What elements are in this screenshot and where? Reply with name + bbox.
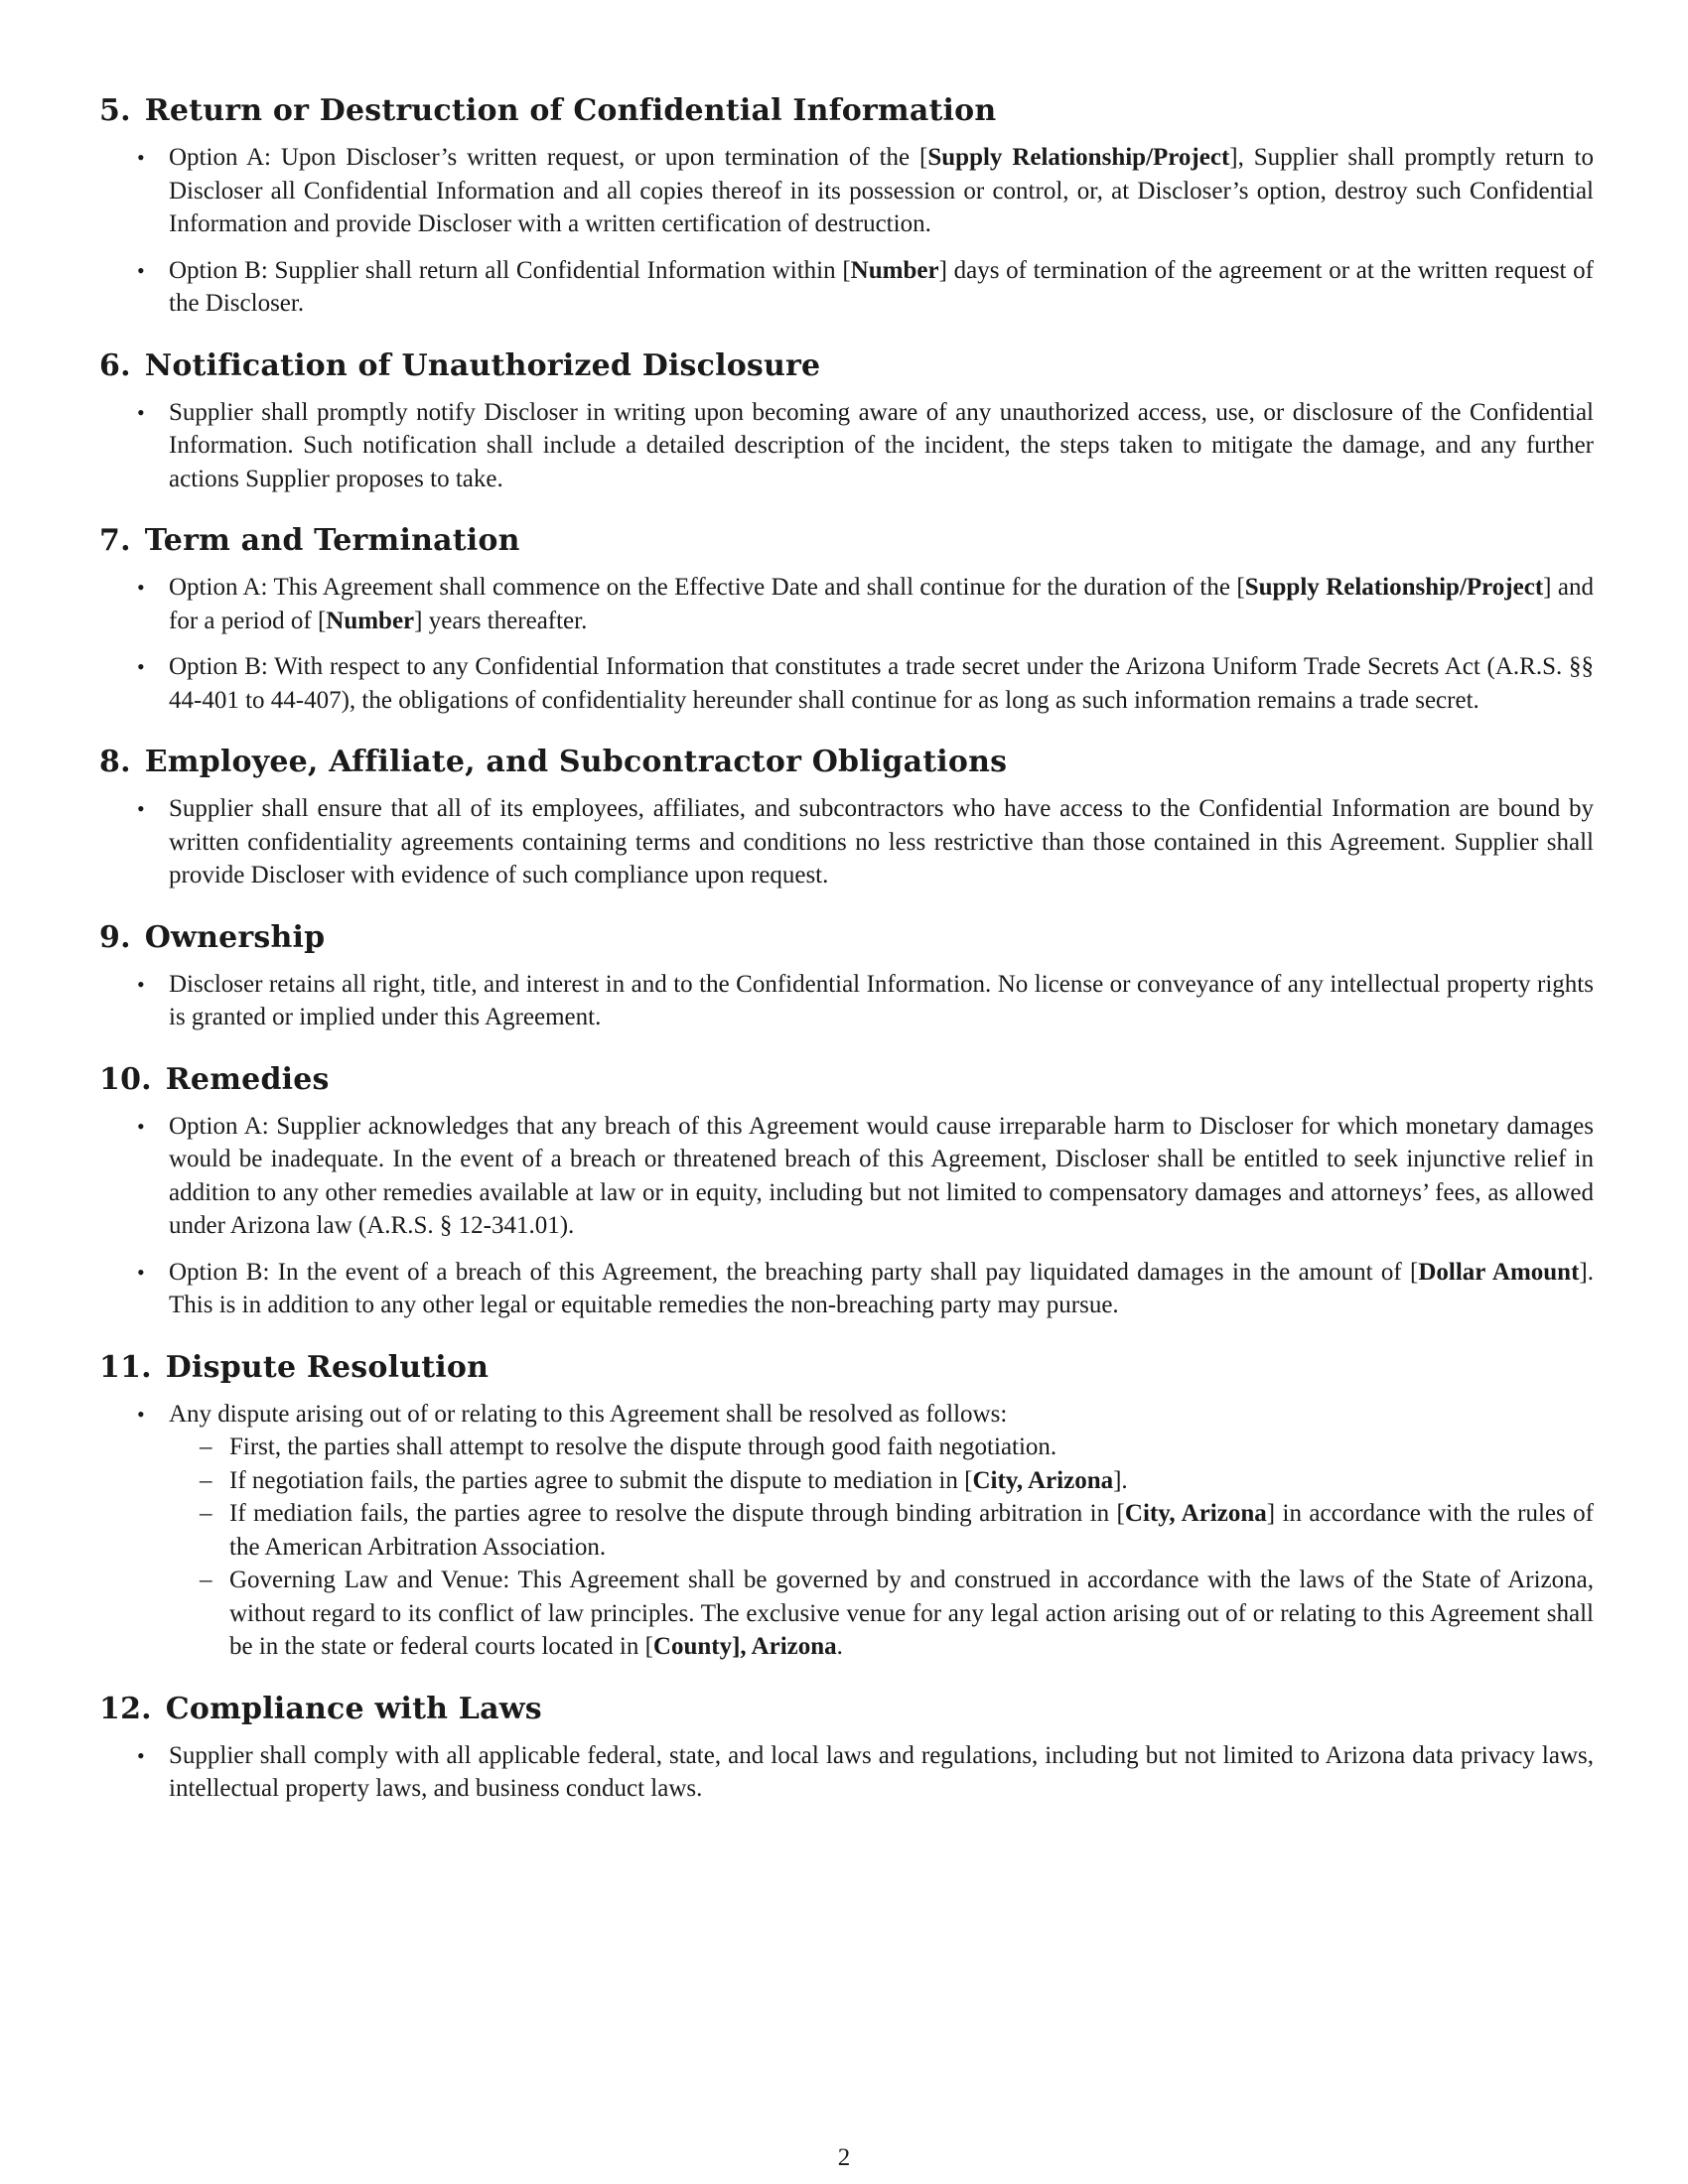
section-heading: 9. Ownership [99, 919, 326, 955]
section-10 [99, 1060, 1594, 1322]
section-5 [99, 91, 1594, 321]
section-8 [99, 743, 1594, 892]
list-item: • Option A: Supplier acknowledges that any breach of this Agreement would cause irreparable harm to Discloser for which monetary damages would be inadequate. In the event of a breach or threatened breach of this Agreement, Discloser shall be entitled to seek injunctive relief in addition to any other remedies available at law or in equity, including but not limited to compensatory damages and attorneys’ fees, as allowed under Arizona law (A.R.S. § 12-341.01). [99, 1110, 1594, 1243]
list-item: • Supplier shall promptly notify Discloser in writing upon becoming aware of any unauthorized access, use, or disclosure of the Confidential Information. Such notification shall include a detailed description of the incident, the steps taken to mitigate the damage, and any further actions Supplier proposes to take. [99, 396, 1594, 496]
list-item: • Option B: Supplier shall return all Confidential Information within [Number] days of termination of the agreement or at the written request of the Discloser. [99, 254, 1594, 321]
section-heading: 7. Term and Termination [99, 523, 520, 558]
section-11 [99, 1348, 1594, 1664]
section-heading: 8. Employee, Affiliate, and Subcontractor Obligations [99, 745, 1008, 779]
list-item: • Discloser retains all right, title, and interest in and to the Confidential Information. No license or conveyance of any intellectual property rights is granted or implied under this Agreement. [99, 968, 1594, 1034]
sub-list-item: – Governing Law and Venue: This Agreement shall be governed by and construed in accordance with the laws of the State of Arizona, without regard to its conflict of law principles. The exclusive venue for any legal action arising out of or relating to this Agreement shall be in the state or federal courts located in [County], Arizona. [169, 1564, 1594, 1664]
section-heading: 11. Dispute Resolution [99, 1349, 490, 1385]
section-title: Notification of Unauthorized Disclosure [144, 347, 821, 383]
section-title: Term and Termination [144, 523, 520, 558]
list-item: • Option A: This Agreement shall commence on the Effective Date and shall continue for the duration of the [Supply Relationship/Project] and for a period of [Number] years thereafter. [99, 571, 1594, 637]
section-6 [99, 346, 1594, 496]
list-item: • Option B: With respect to any Confidential Information that constitutes a trade secret under the Arizona Uniform Trade Secrets Act (A.R.S. §§ 44-401 to 44-407), the obligations of confidentiality hereunder shall continue for as long as such information remains a trade secret. [99, 650, 1594, 717]
section-title: Compliance with Laws [165, 1691, 542, 1726]
section-9 [99, 918, 1594, 1034]
sub-list-item: – First, the parties shall attempt to resolve the dispute through good faith negotiation. [169, 1431, 1594, 1464]
section-title: Remedies [165, 1061, 330, 1097]
section-7 [99, 521, 1594, 717]
page-number: 2 [837, 2144, 851, 2171]
document-page [99, 91, 1594, 1832]
section-title: Dispute Resolution [165, 1349, 490, 1385]
section-heading: 5. Return or Destruction of Confidential Information [99, 93, 997, 128]
section-title: Ownership [144, 919, 326, 955]
section-title: Employee, Affiliate, and Subcontractor Obligations [144, 745, 1008, 779]
section-heading: 6. Notification of Unauthorized Disclosure [99, 347, 821, 383]
list-item: • Option B: In the event of a breach of this Agreement, the breaching party shall pay liquidated damages in the amount of [Dollar Amount]. This is in addition to any other legal or equitable remedies the non-breaching party may pursue. [99, 1256, 1594, 1322]
section-title: Return or Destruction of Confidential Information [144, 93, 997, 128]
section-heading: 10. Remedies [99, 1061, 330, 1097]
list-item: • Supplier shall comply with all applicable federal, state, and local laws and regulations, including but not limited to Arizona data privacy laws, intellectual property laws, and business conduct laws. [99, 1739, 1594, 1806]
sub-list-item: – If negotiation fails, the parties agree to submit the dispute to mediation in [City, Arizona]. [169, 1464, 1594, 1498]
section-12 [99, 1690, 1594, 1806]
sub-list-item: – If mediation fails, the parties agree to resolve the dispute through binding arbitration in [City, Arizona] in accordance with the rules of the American Arbitration Association. [169, 1497, 1594, 1564]
list-item: • Any dispute arising out of or relating to this Agreement shall be resolved as follows: – First, the parties shall attempt to resolve the dispute through good faith negotiation. – If negotiation fails, the parties agree to submit the dispute to mediation in [City, Arizona]. – If mediation fails, the parties agree to resolve the dispute through binding arbitration in [City, Arizona] in accordance with the rules of the American Arbitration Association. – Governing Law and Venue: This Agreement shall be governed by and construed in accordance with the laws of the State of Arizona, without regard to its conflict of law principles. The exclusive venue for any legal action arising out of or relating to this Agreement shall be in the state or federal courts located in [County], Arizona. [99, 1398, 1594, 1664]
list-item: • Supplier shall ensure that all of its employees, affiliates, and subcontractors who have access to the Confidential Information are bound by written confidentiality agreements containing terms and conditions no less restrictive than those contained in this Agreement. Supplier shall provide Discloser with evidence of such compliance upon request. [99, 792, 1594, 892]
section-heading: 12. Compliance with Laws [99, 1691, 542, 1726]
list-item: • Option A: Upon Discloser’s written request, or upon termination of the [Supply Relationship/Project], Supplier shall promptly return to Discloser all Confidential Information and all copies thereof in its possession or control, or, at Discloser’s option, destroy such Confidential Information and provide Discloser with a written certification of destruction. [99, 141, 1594, 241]
